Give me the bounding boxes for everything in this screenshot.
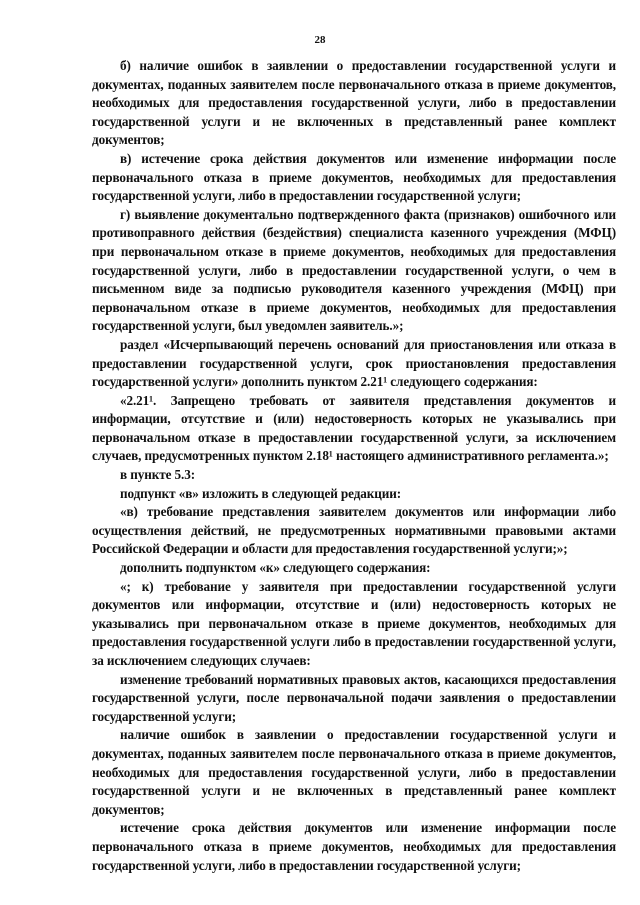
paragraph-v-expiry: в) истечение срока действия документов или изменение информации после первоначального отказа в приеме документов, необходимых для предоставления государственной услуги, либо в предоставлении государственной услуги;	[92, 150, 616, 204]
paragraph-subclause-v-heading: подпункт «в» изложить в следующей редакции:	[120, 485, 402, 501]
paragraph-case-errors: наличие ошибок в заявлении о предоставлении государственной услуги и документах, поданных заявителем после первоначального отказа в приеме документов, необходимых для предоставления государственной услуги, либо в предоставлении государственной услуги и не включенных в представленный ранее комплект документов;	[92, 727, 616, 817]
document-body	[92, 57, 616, 875]
paragraph-g-violation: г) выявление документально подтвержденного факта (признаков) ошибочного или противоправного действия (бездействия) специалиста казенного учреждения (МФЦ) при первоначальном отказе в приеме документов, необходимых для предоставления государственной услуги, либо в предоставлении государственной услуги, о чем в письменном виде за подписью руководителя казенного учреждения (МФЦ) при первоначальном отказе в приеме документов, необходимых для предоставления государственной услуги, был уведомлен заявитель.»;	[92, 206, 616, 334]
paragraph-b-errors: б) наличие ошибок в заявлении о предоставлении государственной услуги и документах, поданных заявителем после первоначального отказа в приеме документов, необходимых для предоставления государственной услуги, либо в предоставлении государственной услуги и не включенных в представленный ранее комплект документов;	[92, 58, 616, 148]
paragraph-clause-2-21-1: «2.21¹. Запрещено требовать от заявителя представления документов и информации, отсутствие и (или) недостоверность которых не указывались при первоначальном отказе в предоставлении государственной услуги, за исключением случаев, предусмотренных пунктом 2.18¹ настоящего административного регламента.»;	[92, 392, 616, 464]
page-number: 28	[314, 34, 326, 46]
paragraph-subclause-k-heading: дополнить подпунктом «к» следующего содержания:	[120, 560, 431, 576]
paragraph-clause-5-3: в пункте 5.3:	[120, 467, 196, 483]
paragraph-case-expiry: истечение срока действия документов или изменение информации после первоначального отказа в приеме документов, необходимых для предоставления государственной услуги, либо в предоставлении государственной услуги;	[92, 820, 616, 873]
paragraph-section-amendment: раздел «Исчерпывающий перечень оснований для приостановления или отказа в предоставлении государственной услуги, срок приостановления предоставления государственной услуги» дополнить пунктом 2.21¹ следующего содержания:	[92, 336, 616, 390]
paragraph-subclause-v-text: «в) требование представления заявителем документов или информации либо осуществления действий, не предусмотренных нормативными правовыми актами Российской Федерации и области для предоставления государственной услуги;»;	[92, 504, 616, 557]
paragraph-subclause-k-text: «; к) требование у заявителя при предоставлении государственной услуги документов или информации, отсутствие и (или) недостоверность которых не указывались при первоначальном отказе в приеме документов, необходимых для предоставления государственной услуги либо в предоставлении государственной услуги, за исключением следующих случаев:	[92, 578, 616, 668]
paragraph-case-requirements-change: изменение требований нормативных правовых актов, касающихся предоставления государственной услуги, после первоначальной подачи заявления о предоставлении государственной услуги;	[92, 671, 616, 724]
